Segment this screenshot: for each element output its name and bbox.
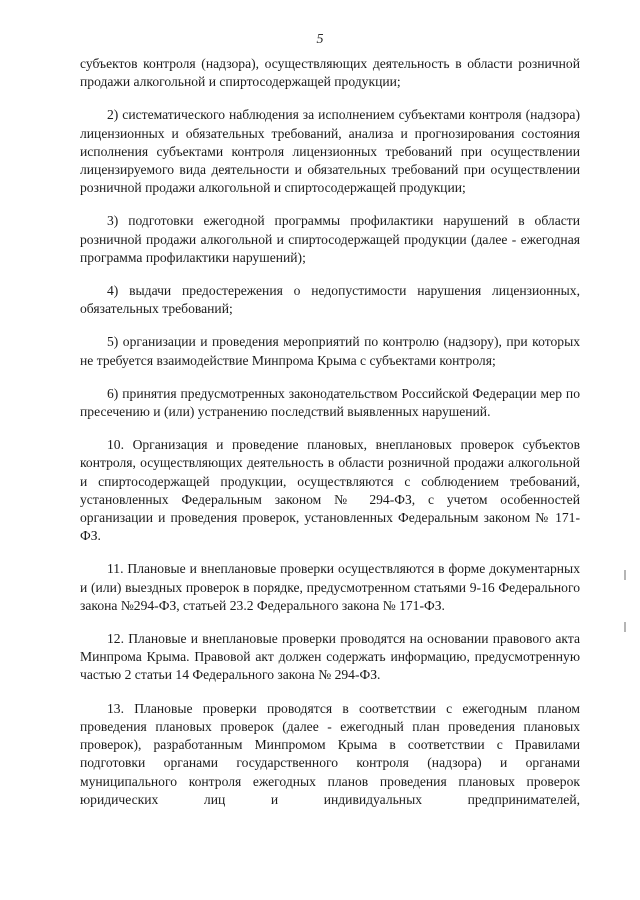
paragraph-clause-11: 11. Плановые и внеплановые проверки осуществляются в форме документарных и (или) выездных проверок в порядке, предусмотренном статьями 9-16 Федерального закона №294-ФЗ, статьей 23.2 Федерального закона № 171-ФЗ. — [80, 561, 580, 613]
paragraph-item-6: 6) принятия предусмотренных законодательством Российской Федерации мер по пресечению и (или) устранению последствий выявленных нарушений. — [80, 385, 580, 420]
document-body — [80, 55, 580, 824]
paragraph-item-2: 2) систематического наблюдения за исполнением субъектами контроля (надзора) лицензионных и обязательных требований, анализа и прогнозирования состояния исполнения субъектами контроля лицензионных требований при осуществлении лицензируемого вида деятельности и обязательных требований при осуществлении розничной продажи алкогольной и спиртосодержащей продукции; — [80, 107, 580, 196]
scan-edge-mark — [624, 570, 626, 580]
paragraph-clause-13: 13. Плановые проверки проводятся в соответствии с ежегодным планом проведения плановых проверок (далее - ежегодный план проведения плановых проверок), разработанным Минпромом Крыма в соответствии с Правилами подготовки органами государственного контроля (надзора) и органами муниципального контроля ежегодных планов проведения плановых проверок юридических лиц и индивидуальных предпринимателей, — [80, 700, 580, 807]
paragraph-clause-10: 10. Организация и проведение плановых, внеплановых проверок субъектов контроля, осуществляющих деятельность в области розничной продажи алкогольной и спиртосодержащей продукции, осуществляются с соблюдением требований, установленных Федеральным законом № 294-ФЗ, с учетом особенностей организации и проведения проверок, установленных Федеральным законом № 171-ФЗ. — [80, 437, 580, 544]
paragraph-item-4: 4) выдачи предостережения о недопустимости нарушения лицензионных, обязательных требований; — [80, 283, 580, 317]
paragraph-continuation: субъектов контроля (надзора), осуществляющих деятельность в области розничной продажи алкогольной и спиртосодержащей продукции; — [80, 56, 580, 90]
paragraph-clause-12: 12. Плановые и внеплановые проверки проводятся на основании правового акта Минпрома Крыма. Правовой акт должен содержать информацию, предусмотренную частью 2 статьи 14 Федерального закона № 294-ФЗ. — [80, 631, 580, 683]
page-number: 5 — [316, 32, 324, 47]
scan-edge-mark — [624, 622, 626, 632]
paragraph-item-3: 3) подготовки ежегодной программы профилактики нарушений в области розничной продажи алкогольной и спиртосодержащей продукции (далее - ежегодная программа профилактики нарушений); — [80, 213, 580, 265]
paragraph-item-5: 5) организации и проведения мероприятий по контролю (надзору), при которых не требуется взаимодействие Минпрома Крыма с субъектами контроля; — [80, 334, 580, 368]
